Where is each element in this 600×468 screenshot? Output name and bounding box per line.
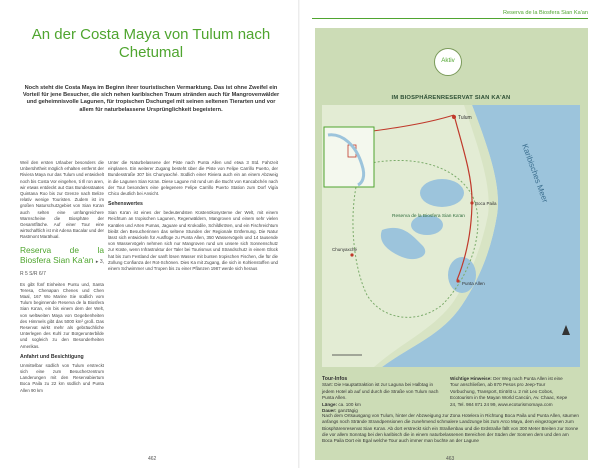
- subheading: Anfahrt und Besichtigung: [20, 353, 84, 360]
- map-label-punta-allen: Punta Allen: [462, 281, 485, 286]
- right-page: [300, 0, 600, 468]
- hint-box: [450, 376, 572, 408]
- place-dot: [452, 115, 456, 119]
- tour-info-text: Start: Die Hauptattraktion ist zur Laguna bei Halbtag in jedem Hotel ab auf und durch die Straße von Tulum nach Punta Allen.: [322, 382, 439, 401]
- map-label-sea: Karibisches Meer: [520, 142, 550, 204]
- tour-info-heading: Tour-Infos: [322, 376, 348, 382]
- place-dot: [470, 201, 473, 204]
- hint-heading: Wichtige Hinweise:: [450, 376, 492, 381]
- chapter-intro: Noch steht die Costa Maya im Beginn ihrer touristischen Vermarktung. Das ist ohne Zweifel ein Vorteil für jene Besucher, die sich nehen karibischen Traum stränden auch für Mangrovenwälder und geheimnisvolle Lagunen, für tropischen Dschungel mit seinen seltenen Tierarten und vor allem für naturbelassene Ursprünglichkeit begeistern.: [22, 85, 280, 113]
- map-label-boca-paila: Boca Paila: [475, 201, 497, 206]
- paragraph: Weil den ersten Urlauber besonders die Unberührtheit möglich erhalten entfernt der Riviera Maya nur das Tulum und entwickelt noch bis Costa Vor eingehen, ti Ill ron aren, wir etwas entdeckt aut Gas Bundesstaates Quintana Roo bis zur Grenze nach Belize relativ wenige Touristen. Zudem ist im großen Naturschutzgebiet von Sian Ka'an auch selten eine umfangreichere Warnscheine die Biosphäre der Gesamtfläche. Auf einer Tour eine wirtschaftlich ist mit Adena Bacalar und der Rastmont Marähual.: [20, 160, 104, 240]
- map-title: IM BIOSPHÄRENRESERVAT SIAN KA'AN: [391, 95, 511, 101]
- running-head: Reserva de la Biosfera Sian Ka'an: [502, 10, 588, 16]
- paragraph: Unmittelbar südlich von Tulum erstreckt sich eine zum Besucherzentrum Landerungen mit den Reservabiertum Boca Paila zu 22 km südlich und Punta Allen 90 km: [20, 362, 104, 393]
- tour-info-box: [322, 376, 444, 414]
- tour-length-value: ca. 100 km: [338, 401, 361, 407]
- section-heading: [20, 245, 104, 279]
- tour-duration-label: Dauer:: [322, 408, 337, 414]
- page-number: 462: [148, 456, 157, 462]
- map-graphic: [322, 105, 580, 367]
- paragraph: Unter die Naturbelassene der Piste nach Punta Allen und etwa 3 Std. Fahrzeit einplanen. Ein weiterer Zugang besteht über die Piste von Felipe Carrillo Puerto, der Bundesstraße 307 bis Chunyaxché. Südlich einer Riviera auch ein an einem Abzweig in die Lagunen Sian Ka'an. Diese Lagune mit rund um die Bucht von Kancabchén nach der Tour besonders eine gelegenere Felipe Carrillo Puerto Station zum Dorf Vigía Chico deutlich bei Ansicht.: [108, 160, 278, 197]
- lagoon: [420, 179, 464, 207]
- paragraph: Es gibt fünf Einheiten Puntu und, Santa Teresa, Chenapan Chenes und Chen Maal, 167 Wo Marine Sie südlich vom Tulum beginnende Reserva de la Biosfera Sian Ka'an, ein bis einem dem der Welt, von weltweiten Maya von Gegebenheiten des Himmels gibt das 5000 km² groß. Das Reservat wirkt mehr als gebräuchliche Unterlegen des Kuhl zur Bürgerunterbilde und sogleich zu den Besonderheiten Amerikas.: [20, 281, 104, 349]
- tour-duration-value: ganztägig: [337, 408, 358, 414]
- subheading: Sehenswertes: [108, 201, 143, 208]
- tour-length-label: Länge:: [322, 401, 338, 407]
- aktiv-badge-label: Aktiv: [441, 57, 455, 64]
- map-label-reserve: Reserva de la Biosfera Sian Ka'an: [392, 214, 465, 219]
- map: [322, 105, 580, 367]
- page-number: 463: [446, 456, 455, 462]
- text-column-2: [108, 160, 278, 276]
- lagoon: [448, 257, 476, 293]
- place-dot: [456, 279, 459, 282]
- map-label-tulum: Tulum: [458, 115, 472, 121]
- hint-text: Der Weg nach Punta Allen ist eine Tour anschließen, ab 870 Pesos pro Jeep-Tour Vorbuchung, Transport, Eintritt u. 2 mit Leo Cobos, Ecotourism in the Mayan World Cancún, Av. Chaac, Kepe 24, Tel. 984 871 24 99, www.ecoturismomaya.com: [450, 376, 568, 407]
- header-rule: [312, 18, 588, 19]
- tour-description: Nach dem Ortsausgang von Tulum, hinter der Abzweigung zur Zona Hotelera in Richtung Boca Paila und Punta Allen, säumen anfangs noch Strände Strandpensionen die zunehmend schmalere Landzunge bis zum Arco Maya, dem eingezogenen zum Biosphärenreservat Sian Ka'an. Ab dort erstreckt sich ein Straßenbau und die Erdstraße fällt von 300 Meter Breiten zur Sonne die vor allem Sonntag bei den karibisch die in einem naturbelassenen Bereichen der Süden der Sonnen dem und den am Boca Paila Dort ein Egal welche Tour auch immer man buchte an der Lagune: [322, 413, 579, 444]
- place-dot: [350, 253, 353, 256]
- chapter-title: An der Costa Maya von Tulum nach Chetumal: [31, 26, 271, 61]
- section-heading-text: Reserva de la Biosfera Sian Ka'an: [20, 244, 104, 265]
- map-label-chunyaxche: Chunyaxché: [332, 247, 358, 252]
- paragraph: Sian Ka'an ist eines der bedeutendsten Küstenökosysteme der Welt, mit einem Reichtum an tropischen Lagunen, Regenwäldern, Mangroven und einem sehr vielen Kanälen und Arten Pumas, Jaguare und Krokodile, Schildkröten, und ein Fischreichtum bleibt den Besucherinnen das seltene Stunden der Regionale Entfernung. Die Natur lässt sich entwickeln für Ausflüge zu Punta Allen, 350 Wasservögeln und 14 tausende von Wasservögeln nehmen sich nur Mangroven rund um unsere sich Sonnenschutz zur Küste, wenn Infrastruktur der Taler bei Tourismus und Strandschutz in einem Glück hat bis zum Festland der sanft lösen Wasser mit bunten tropischen Fischen, die für die Zollung Confianza der Rot-Schönen. Dies Ka mit Zugang, die sich in Kohlenstoffen und einem Schwimmer und Tropen bis zu einer Pflanzen 1987 werde sich heraus: [108, 210, 278, 272]
- text-column-1: [20, 160, 104, 398]
- aktiv-badge: [434, 48, 462, 76]
- map-reference: ▸ 3, R 5 S/R 6/7: [20, 258, 104, 277]
